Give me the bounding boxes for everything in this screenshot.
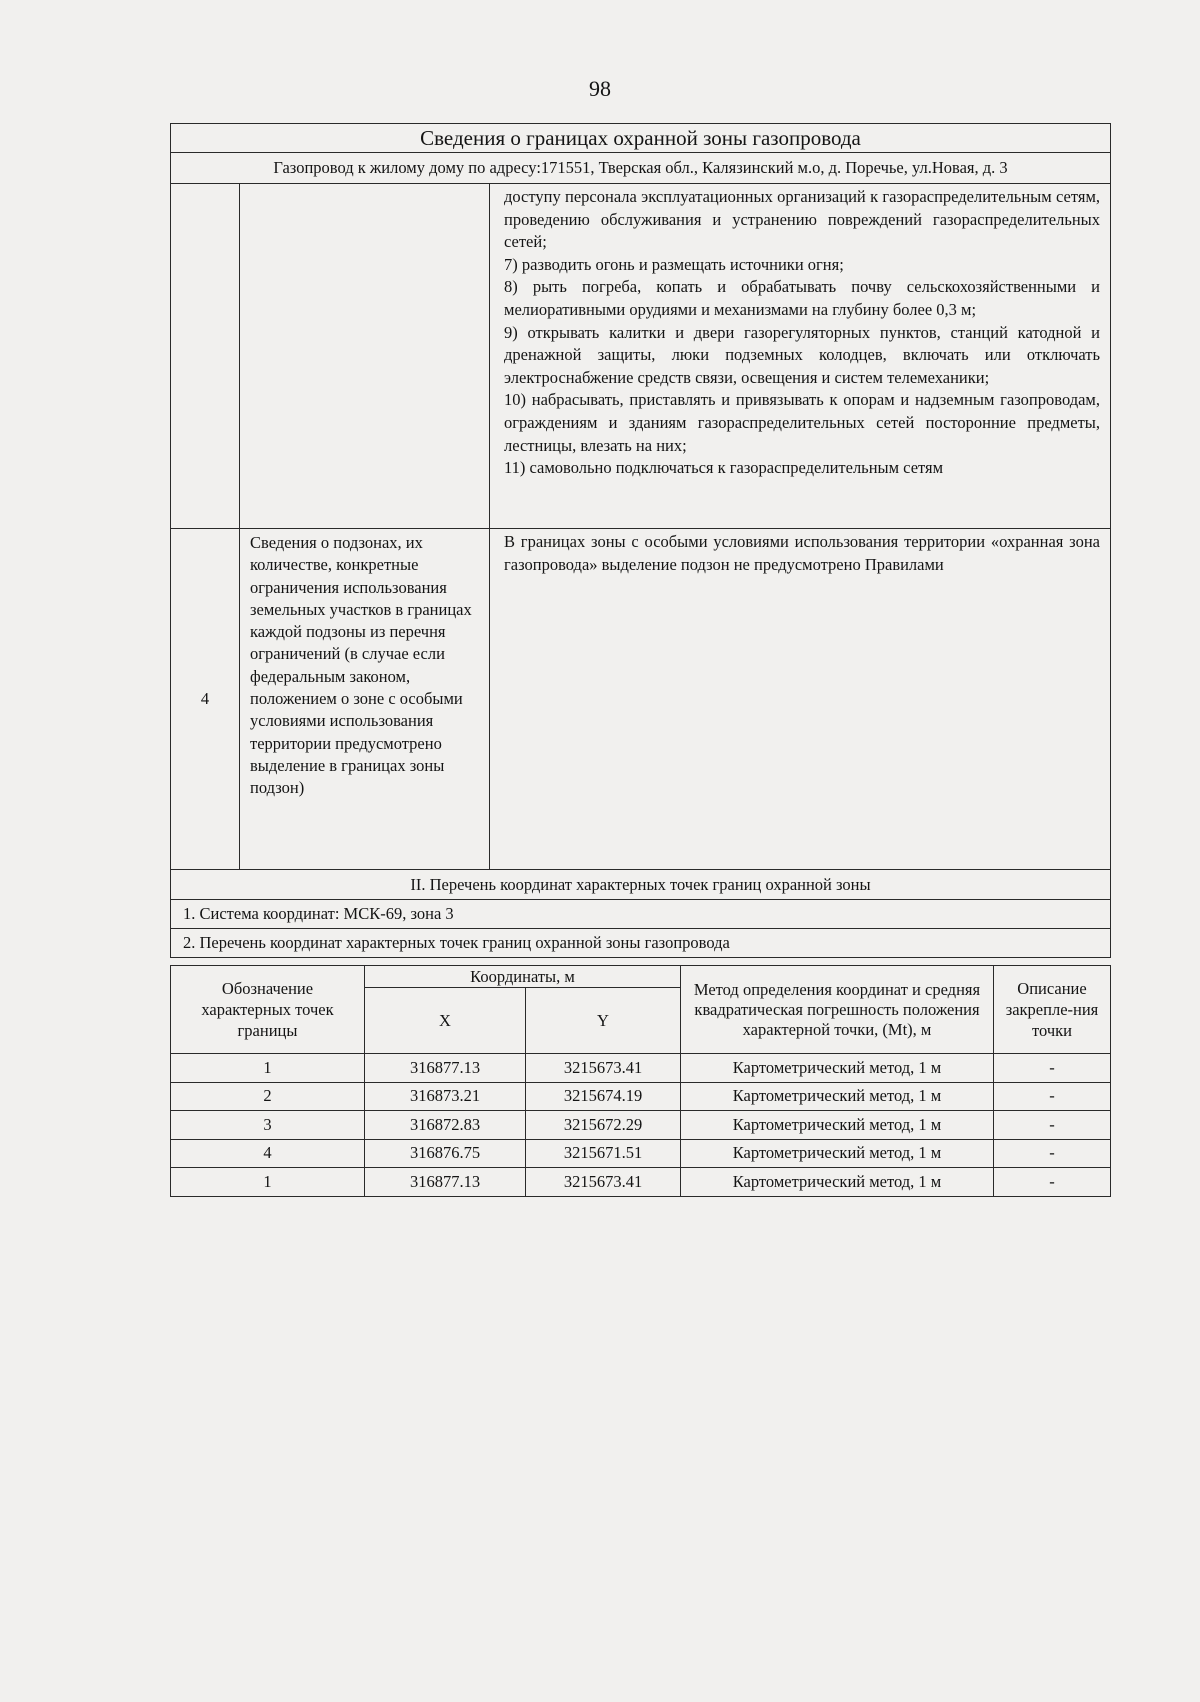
point-id: 1 bbox=[171, 1168, 365, 1197]
point-id: 3 bbox=[171, 1111, 365, 1140]
empty-label-cell bbox=[240, 184, 490, 529]
x-value: 316877.13 bbox=[365, 1054, 526, 1083]
restriction-item: доступу персонала эксплуатационных организаций к газораспределительным сетям, проведению обслуживания и устранению повреждений газораспределительных сетей; bbox=[504, 187, 1101, 252]
restriction-item: 9) открывать калитки и двери газорегуляторных пунктов, станций катодной и дренажной защиты, люки подземных колодцев, включать или отключать электроснабжение средств связи, освещения и систем телемеханики; bbox=[504, 322, 1101, 387]
description-value: - bbox=[994, 1168, 1111, 1197]
y-value: 3215673.41 bbox=[526, 1054, 681, 1083]
header-x: X bbox=[365, 988, 526, 1054]
description-value: - bbox=[994, 1139, 1111, 1168]
restriction-item: 10) набрасывать, приставлять и привязывать к опорам и надземным газопроводам, ограждениям и зданиям газораспределительных сетей посторонние предметы, лестницы, влезать на них; bbox=[504, 390, 1101, 455]
header-coordinates: Координаты, м bbox=[365, 966, 681, 988]
table-row bbox=[171, 1139, 1111, 1168]
coordinates-list-title: 2. Перечень координат характерных точек границ охранной зоны газопровода bbox=[171, 929, 1111, 958]
method-value: Картометрический метод, 1 м bbox=[681, 1054, 994, 1083]
y-value: 3215674.19 bbox=[526, 1082, 681, 1111]
zone-info-table bbox=[170, 123, 1111, 958]
description-value: - bbox=[994, 1082, 1111, 1111]
table-title: Сведения о границах охранной зоны газопровода bbox=[171, 124, 1111, 153]
method-value: Картометрический метод, 1 м bbox=[681, 1168, 994, 1197]
subzones-value: В границах зоны с особыми условиями использования территории «охранная зона газопровода» выделение подзон не предусмотрено Правилами bbox=[490, 529, 1111, 870]
row-number: 4 bbox=[171, 529, 240, 870]
table-row bbox=[171, 1111, 1111, 1140]
page-number: 98 bbox=[589, 76, 611, 101]
section-title: II. Перечень координат характерных точек границ охранной зоны bbox=[171, 870, 1111, 900]
x-value: 316876.75 bbox=[365, 1139, 526, 1168]
x-value: 316873.21 bbox=[365, 1082, 526, 1111]
description-value: - bbox=[994, 1111, 1111, 1140]
x-value: 316872.83 bbox=[365, 1111, 526, 1140]
x-value: 316877.13 bbox=[365, 1168, 526, 1197]
method-value: Картометрический метод, 1 м bbox=[681, 1111, 994, 1140]
header-description: Описание закрепле-ния точки bbox=[994, 966, 1111, 1054]
restrictions-cell bbox=[490, 184, 1111, 529]
method-value: Картометрический метод, 1 м bbox=[681, 1139, 994, 1168]
restriction-item: 7) разводить огонь и размещать источники огня; bbox=[504, 254, 844, 274]
table-row bbox=[171, 1168, 1111, 1197]
empty-number-cell bbox=[171, 184, 240, 529]
object-address: Газопровод к жилому дому по адресу:171551, Тверская обл., Калязинский м.о, д. Поречье, ул.Новая, д. 3 bbox=[171, 153, 1111, 184]
point-id: 1 bbox=[171, 1054, 365, 1083]
table-row bbox=[171, 1082, 1111, 1111]
header-method: Метод определения координат и средняя квадратическая погрешность положения характерной точки, (Mt), м bbox=[681, 966, 994, 1054]
table-row bbox=[171, 1054, 1111, 1083]
coordinates-table bbox=[170, 965, 1111, 1197]
point-id: 4 bbox=[171, 1139, 365, 1168]
y-value: 3215671.51 bbox=[526, 1139, 681, 1168]
coordinate-system: 1. Система координат: МСК-69, зона 3 bbox=[171, 900, 1111, 929]
method-value: Картометрический метод, 1 м bbox=[681, 1082, 994, 1111]
subzones-label: Сведения о подзонах, их количестве, конкретные ограничения использования земельных участков в границах каждой подзоны из перечня ограничений (в случае если федеральным законом, положением о зоне с особыми условиями использования территории предусмотрено выделение в границах зоны подзон) bbox=[240, 529, 490, 870]
description-value: - bbox=[994, 1054, 1111, 1083]
header-point: Обозначение характерных точек границы bbox=[171, 966, 365, 1054]
restriction-item: 11) самовольно подключаться к газораспределительным сетям bbox=[504, 458, 944, 478]
point-id: 2 bbox=[171, 1082, 365, 1111]
y-value: 3215672.29 bbox=[526, 1111, 681, 1140]
y-value: 3215673.41 bbox=[526, 1168, 681, 1197]
header-y: Y bbox=[526, 988, 681, 1054]
restriction-item: 8) рыть погреба, копать и обрабатывать почву сельскохозяйственными и мелиоративными орудиями и механизмами на глубину более 0,3 м; bbox=[504, 277, 1101, 319]
